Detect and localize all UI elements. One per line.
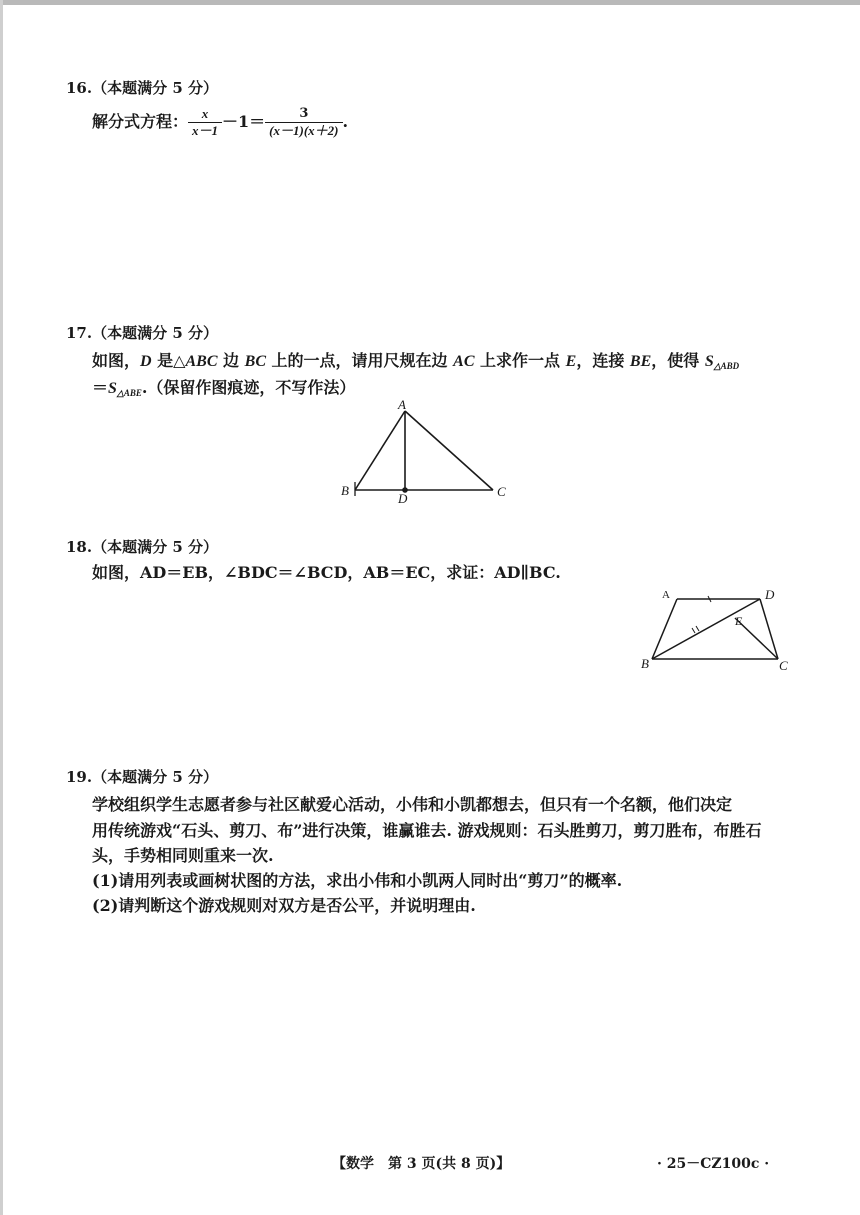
q17-label-c: C	[497, 484, 506, 499]
q17-area-symbol: S	[704, 353, 714, 370]
q17-point-e: E	[565, 353, 577, 370]
q18-side-ab	[652, 599, 677, 659]
q17-label-d: D	[398, 491, 408, 506]
q18-tick-eb	[696, 626, 699, 631]
q19-header: 19.（本题满分 5 分）	[66, 768, 218, 786]
exam-code: · 25－CZ100c ·	[657, 1156, 770, 1172]
q17-text: ＝	[92, 378, 109, 397]
q19-line-3: 头，手势相同则重来一次.	[92, 846, 274, 865]
q17-segment-be: BE	[629, 353, 652, 370]
q17-text: 上的一点，请用尺规在边	[265, 351, 454, 370]
q17-text: ，连接	[576, 351, 630, 370]
q19-part-1: (1)请用列表或画树状图的方法，求出小伟和小凯两人同时出“剪刀”的概率.	[92, 871, 623, 890]
q17-label-a: A	[398, 397, 406, 412]
q18-label-c: C	[779, 658, 788, 673]
q16-prompt: 解分式方程：	[92, 112, 189, 131]
q18-tick-eb	[692, 628, 695, 633]
q17-text: ，使得	[651, 351, 705, 370]
q16-frac2-numerator: 3	[299, 106, 309, 121]
q19-line-1: 学校组织学生志愿者参与社区献爱心活动，小伟和小凯都想去，但只有一个名额，他们决定	[92, 795, 733, 814]
q18-statement: 如图，AD＝EB，∠BDC＝∠BCD，AB＝EC，求证：AD∥BC.	[92, 563, 561, 582]
q19-line-2: 用传统游戏“石头、剪刀、布”进行决策，谁赢谁去. 游戏规则：石头胜剪刀，剪刀胜布，布胜石	[92, 821, 762, 840]
page-number-label: 【数学 第 3 页(共 8 页)】	[332, 1156, 511, 1172]
q16-middle-term: －1＝	[222, 112, 266, 131]
q17-area-symbol: S	[108, 380, 117, 397]
q18-label-b: B	[641, 656, 649, 671]
q17-side-bc: BC	[244, 353, 266, 370]
q18-label-e: E	[735, 614, 743, 628]
q17-text: 是△	[151, 351, 186, 370]
q17-area-subscript-abd: △ABD	[713, 361, 740, 371]
q17-header: 17.（本题满分 5 分）	[66, 324, 218, 342]
q18-header: 18.（本题满分 5 分）	[66, 538, 218, 556]
q17-text: 如图，	[92, 351, 141, 370]
q18-diagonal-bd	[652, 599, 760, 659]
q17-triangle-abc: ABC	[185, 353, 218, 370]
q17-label-b: B	[341, 483, 349, 498]
q16-frac1-numerator: x	[201, 106, 209, 121]
q17-area-subscript-abe: △ABE	[116, 388, 142, 398]
q16-end-period: .	[342, 112, 349, 131]
q17-text: 上求作一点	[474, 351, 566, 370]
q17-text: .（保留作图痕迹，不写作法）	[141, 378, 356, 397]
q17-text: 边	[217, 351, 245, 370]
q17-point-d: D	[140, 353, 152, 370]
q18-label-a: A	[662, 589, 670, 601]
q18-label-d: D	[765, 587, 775, 602]
q16-frac2-denominator: (x－1)(x＋2)	[265, 122, 342, 139]
q17-side-ac: AC	[453, 353, 475, 370]
q19-part-2: (2)请判断这个游戏规则对双方是否公平，并说明理由.	[92, 896, 476, 915]
q16-frac1-denominator: x－1	[188, 122, 222, 139]
q16-header: 16.（本题满分 5 分）	[66, 79, 218, 97]
